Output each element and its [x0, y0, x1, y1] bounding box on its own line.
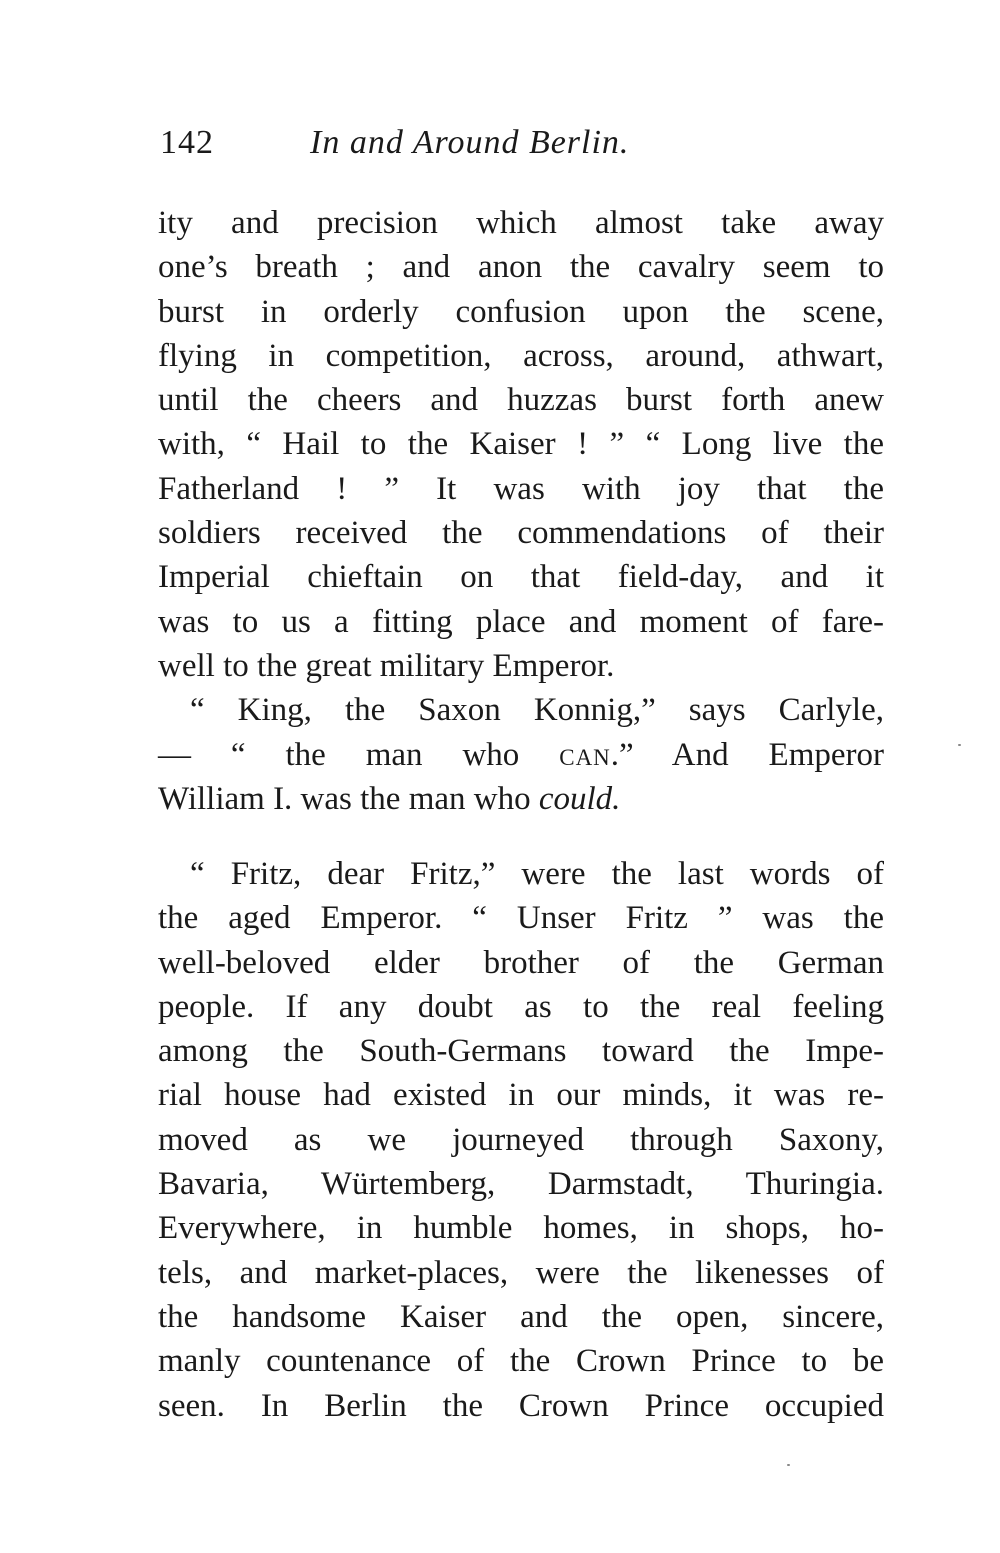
text-line: manly countenance of the Crown Prince to be	[158, 1343, 884, 1380]
text-line: was to us a fitting place and moment of fare-	[158, 603, 884, 640]
text-line: well to the great military Emperor.	[158, 647, 615, 684]
text-line: Fatherland ! ” It was with joy that the	[158, 470, 884, 507]
text-line: moved as we journeyed through Saxony,	[158, 1121, 884, 1158]
text-line	[158, 777, 884, 821]
text-fragment: William I. was the man who	[158, 780, 539, 817]
italic-word: could.	[538, 780, 621, 817]
text-line: rial house had existed in our minds, it was re-	[158, 1077, 884, 1114]
text-line: tels, and market-places, were the likenesses of	[158, 1254, 884, 1291]
scan-speck	[958, 744, 961, 746]
text-line: until the cheers and huzzas burst forth anew	[158, 382, 884, 419]
text-line: Imperial chieftain on that field-day, and it	[158, 559, 884, 596]
text-line	[158, 733, 884, 777]
text-line: the aged Emperor. “ Unser Fritz ” was the	[158, 900, 884, 937]
text-line: soldiers received the commendations of their	[158, 515, 884, 552]
text-line: “ King, the Saxon Konnig,” says Carlyle,	[190, 692, 884, 729]
text-line: flying in competition, across, around, athwart,	[158, 337, 884, 374]
text-block-upper	[158, 201, 884, 821]
text-line: with, “ Hail to the Kaiser ! ” “ Long live the	[158, 426, 884, 463]
running-title: In and Around Berlin.	[310, 124, 630, 161]
text-line: people. If any doubt as to the real feeling	[158, 988, 884, 1025]
page-number: 142	[160, 124, 214, 161]
text-fragment: — “ the man who	[158, 736, 560, 773]
text-line: ity and precision which almost take away	[158, 205, 884, 241]
text-line: well-beloved elder brother of the German	[158, 944, 884, 981]
text-line: Bavaria, Würtemberg, Darmstadt, Thuringia.	[158, 1166, 884, 1203]
small-caps-word: can	[559, 736, 611, 773]
text-line: Everywhere, in humble homes, in shops, ho-	[158, 1210, 884, 1247]
text-block-lower	[158, 852, 884, 1428]
text-line: the handsome Kaiser and the open, sincere,	[158, 1298, 884, 1335]
text-line: “ Fritz, dear Fritz,” were the last words of	[190, 856, 884, 892]
text-line: burst in orderly confusion upon the scene,	[158, 293, 884, 330]
text-line: one’s breath ; and anon the cavalry seem to	[158, 249, 884, 286]
running-head	[160, 118, 720, 168]
scan-speck	[787, 1464, 790, 1466]
text-fragment: .” And Emperor	[610, 736, 885, 773]
text-line: seen. In Berlin the Crown Prince occupied	[158, 1387, 884, 1424]
text-line: among the South-Germans toward the Impe-	[158, 1033, 884, 1070]
